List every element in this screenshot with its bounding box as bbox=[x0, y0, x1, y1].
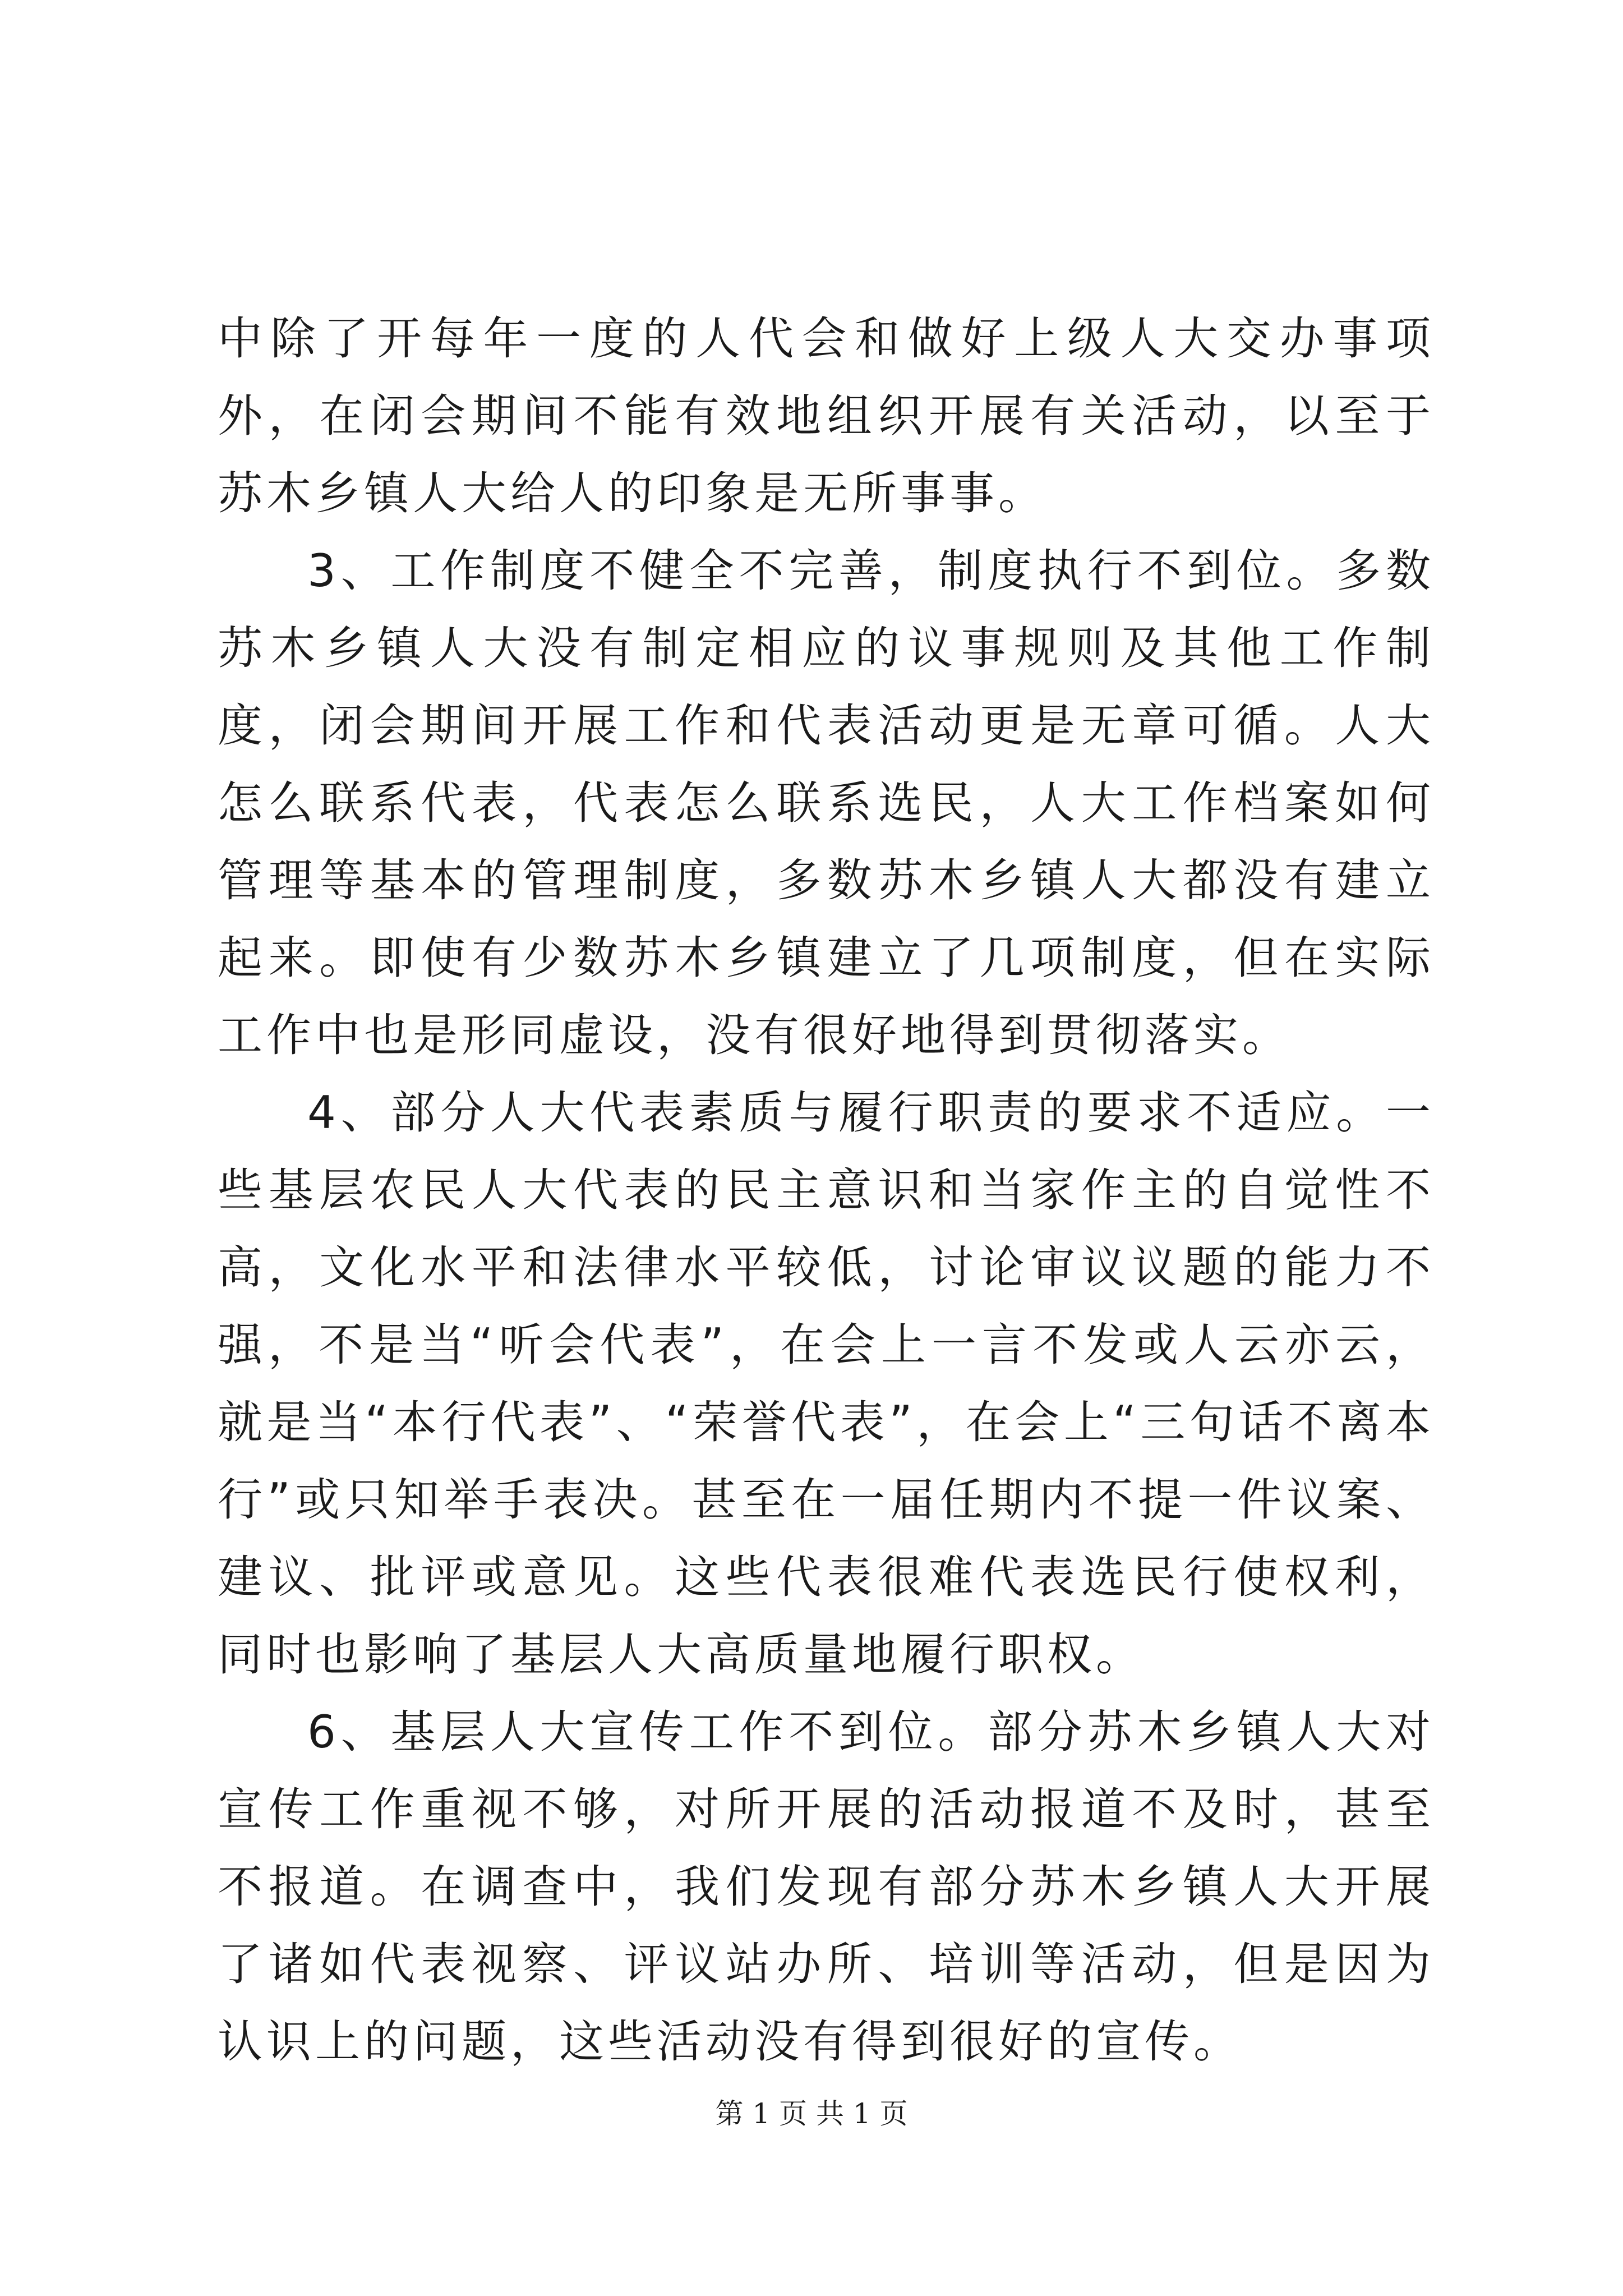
paragraph-item-6: 6、基层人大宣传工作不到位。部分苏木乡镇人大对宣传工作重视不够，对所开展的活动报道不及时，甚至不报道。在调查中，我们发现有部分苏木乡镇人大开展了诸如代表视察、评议站办所、培训等活动，但是因为认识上的问题，这些活动没有得到很好的宣传。 bbox=[218, 1706, 1435, 2068]
paragraph-continuation: 中除了开每年一度的人代会和做好上级人大交办事项外，在闭会期间不能有效地组织开展有关活动，以至于苏木乡镇人大给人的印象是无所事事。 bbox=[218, 312, 1435, 519]
page-number-label: 第 1 页 共 1 页 bbox=[715, 2097, 908, 2130]
paragraph-item-3: 3、工作制度不健全不完善，制度执行不到位。多数苏木乡镇人大没有制定相应的议事规则及其他工作制度，闭会期间开展工作和代表活动更是无章可循。人大怎么联系代表，代表怎么联系选民，人大工作档案如何管理等基本的管理制度，多数苏木乡镇人大都没有建立起来。即使有少数苏木乡镇建立了几项制度，但在实际工作中也是形同虚设，没有很好地得到贯彻落实。 bbox=[218, 545, 1435, 1061]
document-body bbox=[218, 300, 1435, 2081]
paragraph-item-4: 4、部分人大代表素质与履行职责的要求不适应。一些基层农民人大代表的民主意识和当家作主的自觉性不高，文化水平和法律水平较低，讨论审议议题的能力不强，不是当“听会代表”，在会上一言不发或人云亦云，就是当“本行代表”、“荣誉代表”，在会上“三句话不离本行”或只知举手表决。甚至在一届任期内不提一件议案、建议、批评或意见。这些代表很难代表选民行使权利，同时也影响了基层人大高质量地履行职权。 bbox=[218, 1087, 1435, 1681]
page-footer bbox=[0, 2097, 1623, 2131]
